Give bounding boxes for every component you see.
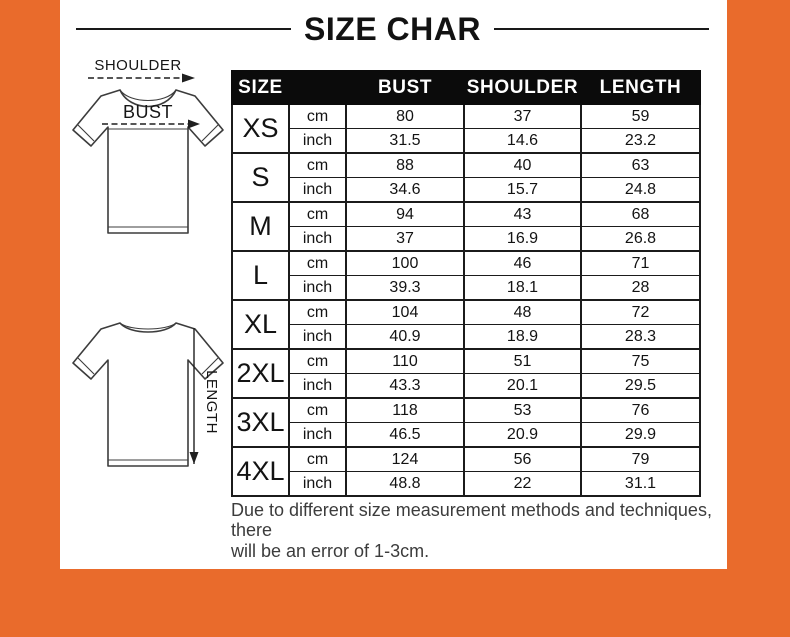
bust-cm-s: 88 [346, 153, 464, 178]
bust-inch-3xl: 46.5 [346, 423, 464, 448]
bust-cm-xl: 104 [346, 300, 464, 325]
table-row-4xl-cm [232, 447, 700, 472]
content-panel [60, 0, 727, 569]
unit-inch-cell-4xl: inch [289, 472, 346, 497]
length-measure-label: LENGTH [203, 370, 220, 434]
back-shirt-outline [73, 323, 223, 466]
unit-inch-cell-s: inch [289, 178, 346, 203]
shoulder-inch-xs: 14.6 [464, 129, 581, 154]
shoulder-arrow [88, 74, 195, 83]
table-row-4xl-inch [232, 472, 700, 497]
unit-cm-cell-m: cm [289, 202, 346, 227]
tolerance-note [231, 500, 751, 561]
header-bust: BUST [346, 71, 464, 104]
size-cell-3xl: 3XL [232, 398, 289, 447]
shoulder-inch-m: 16.9 [464, 227, 581, 252]
unit-inch-cell-xl: inch [289, 325, 346, 350]
bust-cm-4xl: 124 [346, 447, 464, 472]
bust-cm-3xl: 118 [346, 398, 464, 423]
length-inch-4xl: 31.1 [581, 472, 700, 497]
length-cm-l: 71 [581, 251, 700, 276]
table-row-m-cm [232, 202, 700, 227]
size-cell-m: M [232, 202, 289, 251]
table-row-xl-cm [232, 300, 700, 325]
shoulder-inch-3xl: 20.9 [464, 423, 581, 448]
length-cm-m: 68 [581, 202, 700, 227]
shoulder-inch-l: 18.1 [464, 276, 581, 301]
size-table-body [232, 104, 700, 496]
table-row-3xl-cm [232, 398, 700, 423]
tolerance-note-line1: Due to different size measurement methods and techniques, there [231, 500, 712, 541]
unit-cm-cell-s: cm [289, 153, 346, 178]
bust-cm-2xl: 110 [346, 349, 464, 374]
header-unit-spacer [289, 71, 346, 104]
page-title: SIZE CHAR [304, 10, 481, 47]
shoulder-cm-3xl: 53 [464, 398, 581, 423]
size-cell-2xl: 2XL [232, 349, 289, 398]
shoulder-cm-l: 46 [464, 251, 581, 276]
shoulder-inch-xl: 18.9 [464, 325, 581, 350]
header-length: LENGTH [581, 71, 700, 104]
bust-inch-2xl: 43.3 [346, 374, 464, 399]
length-cm-4xl: 79 [581, 447, 700, 472]
unit-inch-cell-m: inch [289, 227, 346, 252]
table-row-3xl-inch [232, 423, 700, 448]
bust-inch-xl: 40.9 [346, 325, 464, 350]
length-inch-s: 24.8 [581, 178, 700, 203]
front-shirt-diagram [68, 50, 228, 240]
header-shoulder: SHOULDER [464, 71, 581, 104]
tolerance-note-line2: will be an error of 1-3cm. [231, 540, 430, 561]
shoulder-measure-label: SHOULDER [94, 57, 182, 74]
table-row-m-inch [232, 227, 700, 252]
bust-cm-m: 94 [346, 202, 464, 227]
unit-inch-cell-l: inch [289, 276, 346, 301]
title-row [76, 6, 709, 52]
table-row-l-inch [232, 276, 700, 301]
table-row-2xl-cm [232, 349, 700, 374]
length-cm-xl: 72 [581, 300, 700, 325]
length-cm-s: 63 [581, 153, 700, 178]
unit-cm-cell-l: cm [289, 251, 346, 276]
size-cell-xs: XS [232, 104, 289, 153]
header-size: SIZE [232, 71, 289, 104]
size-table [231, 70, 701, 497]
shoulder-cm-xl: 48 [464, 300, 581, 325]
shoulder-cm-s: 40 [464, 153, 581, 178]
bust-inch-l: 39.3 [346, 276, 464, 301]
bust-inch-s: 34.6 [346, 178, 464, 203]
table-row-l-cm [232, 251, 700, 276]
length-inch-3xl: 29.9 [581, 423, 700, 448]
shoulder-cm-4xl: 56 [464, 447, 581, 472]
shoulder-cm-m: 43 [464, 202, 581, 227]
length-inch-l: 28 [581, 276, 700, 301]
table-row-s-cm [232, 153, 700, 178]
shoulder-cm-2xl: 51 [464, 349, 581, 374]
unit-inch-cell-2xl: inch [289, 374, 346, 399]
length-cm-2xl: 75 [581, 349, 700, 374]
table-row-xl-inch [232, 325, 700, 350]
bust-inch-xs: 31.5 [346, 129, 464, 154]
table-row-xs-inch [232, 129, 700, 154]
table-row-xs-cm [232, 104, 700, 129]
title-rule-right [494, 28, 709, 30]
size-cell-s: S [232, 153, 289, 202]
back-shirt-diagram [68, 276, 228, 472]
size-cell-4xl: 4XL [232, 447, 289, 496]
shoulder-cm-xs: 37 [464, 104, 581, 129]
unit-inch-cell-xs: inch [289, 129, 346, 154]
unit-cm-cell-xl: cm [289, 300, 346, 325]
bust-cm-xs: 80 [346, 104, 464, 129]
length-cm-xs: 59 [581, 104, 700, 129]
bust-cm-l: 100 [346, 251, 464, 276]
length-inch-2xl: 29.5 [581, 374, 700, 399]
unit-inch-cell-3xl: inch [289, 423, 346, 448]
unit-cm-cell-2xl: cm [289, 349, 346, 374]
table-row-s-inch [232, 178, 700, 203]
length-inch-xl: 28.3 [581, 325, 700, 350]
length-inch-xs: 23.2 [581, 129, 700, 154]
bust-measure-label: BUST [122, 102, 174, 122]
bust-inch-4xl: 48.8 [346, 472, 464, 497]
length-inch-m: 26.8 [581, 227, 700, 252]
unit-cm-cell-4xl: cm [289, 447, 346, 472]
shoulder-inch-4xl: 22 [464, 472, 581, 497]
unit-cm-cell-xs: cm [289, 104, 346, 129]
shoulder-inch-s: 15.7 [464, 178, 581, 203]
size-cell-xl: XL [232, 300, 289, 349]
table-row-2xl-inch [232, 374, 700, 399]
size-cell-l: L [232, 251, 289, 300]
shoulder-inch-2xl: 20.1 [464, 374, 581, 399]
table-header-row [232, 71, 700, 104]
bust-inch-m: 37 [346, 227, 464, 252]
title-rule-left [76, 28, 291, 30]
unit-cm-cell-3xl: cm [289, 398, 346, 423]
length-cm-3xl: 76 [581, 398, 700, 423]
